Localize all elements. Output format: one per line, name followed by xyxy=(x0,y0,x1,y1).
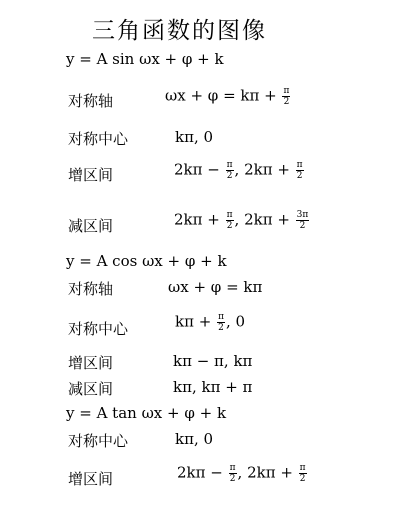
fraction-numerator: π xyxy=(299,463,306,473)
expr-text: , 0 xyxy=(225,312,246,331)
row-label: 对称轴 xyxy=(68,280,114,298)
fraction-numerator: 3π xyxy=(296,210,309,220)
fraction-numerator: π xyxy=(229,463,236,473)
row-expression xyxy=(175,128,213,146)
row-label: 对称中心 xyxy=(68,130,129,148)
fraction xyxy=(296,210,310,231)
formula-sin: y = A sin ωx + φ + k xyxy=(66,50,224,68)
row-label: 对称中心 xyxy=(68,432,129,450)
row-expression xyxy=(175,312,245,333)
row-expression xyxy=(174,210,310,231)
expr-text: , 2kπ + xyxy=(234,160,295,179)
fraction-denominator: 2 xyxy=(226,221,233,231)
expr-text: kπ, 0 xyxy=(175,128,214,146)
expr-text: kπ + xyxy=(175,312,217,331)
fraction-numerator: π xyxy=(226,210,233,220)
fraction-numerator: π xyxy=(296,160,303,170)
fraction xyxy=(226,160,234,181)
row-expression xyxy=(177,463,308,484)
fraction-denominator: 2 xyxy=(218,323,224,333)
row-label: 对称中心 xyxy=(68,320,129,338)
expr-text: kπ − π, kπ xyxy=(173,352,253,370)
fraction-denominator: 2 xyxy=(299,221,306,231)
row-expression xyxy=(174,160,305,181)
page-title: 三角函数的图像 xyxy=(92,18,267,44)
row-expression xyxy=(173,352,252,370)
fraction-denominator: 2 xyxy=(299,474,306,484)
formula-tan: y = A tan ωx + φ + k xyxy=(66,404,227,422)
formula-cos: y = A cos ωx + φ + k xyxy=(66,252,227,270)
fraction-denominator: 2 xyxy=(226,171,233,181)
fraction xyxy=(282,86,290,107)
row-label: 增区间 xyxy=(68,354,114,372)
expr-text: kπ, 0 xyxy=(175,430,214,448)
fraction xyxy=(229,463,237,484)
fraction-numerator: π xyxy=(218,312,224,322)
expr-text: 2kπ − xyxy=(174,160,225,179)
row-expression xyxy=(173,378,252,396)
fraction-numerator: π xyxy=(226,160,233,170)
fraction xyxy=(217,312,225,333)
fraction xyxy=(226,210,234,231)
fraction-denominator: 2 xyxy=(296,171,303,181)
expr-text: kπ, kπ + π xyxy=(173,378,253,396)
row-label: 减区间 xyxy=(68,217,114,235)
row-expression xyxy=(168,278,262,296)
fraction-denominator: 2 xyxy=(283,97,290,107)
row-expression xyxy=(175,430,213,448)
expr-text: , 2kπ + xyxy=(237,463,298,482)
row-label: 减区间 xyxy=(68,380,114,398)
expr-text: 2kπ + xyxy=(174,210,225,229)
fraction-numerator: π xyxy=(283,86,290,96)
row-label: 对称轴 xyxy=(68,92,114,110)
fraction xyxy=(299,463,307,484)
row-label: 增区间 xyxy=(68,166,114,184)
fraction xyxy=(296,160,304,181)
row-expression xyxy=(165,86,291,107)
expr-text: ωx + φ = kπ xyxy=(168,278,263,296)
row-label: 增区间 xyxy=(68,470,114,488)
expr-text: 2kπ − xyxy=(177,463,228,482)
expr-text: ωx + φ = kπ + xyxy=(165,86,282,105)
fraction-denominator: 2 xyxy=(229,474,236,484)
expr-text: , 2kπ + xyxy=(234,210,295,229)
